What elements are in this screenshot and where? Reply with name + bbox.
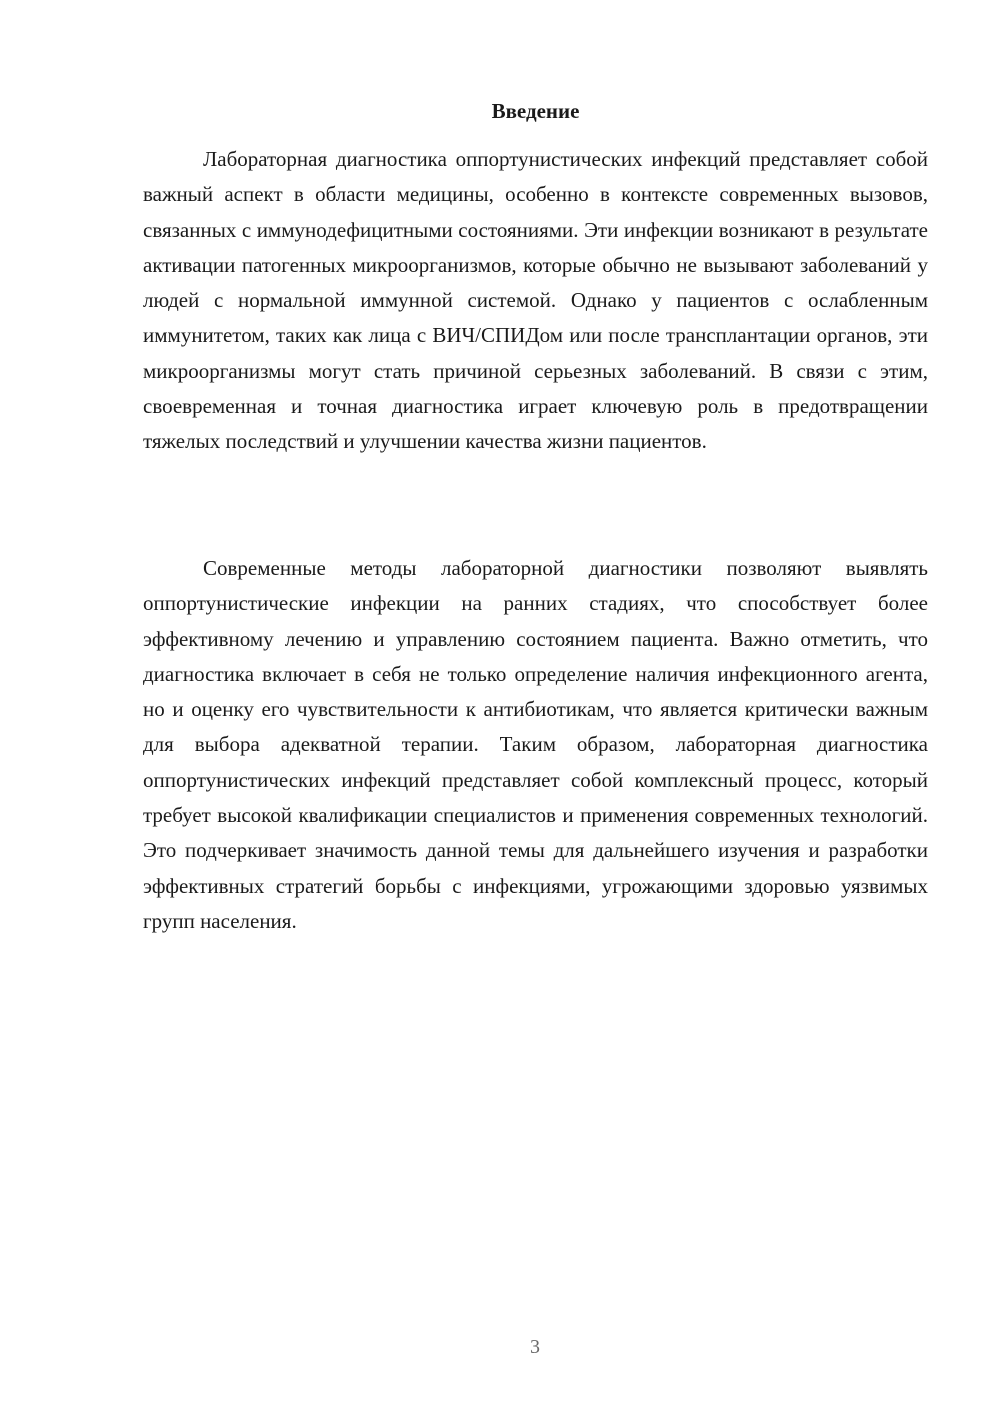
section-title: Введение (491, 99, 580, 123)
paragraph-1: Лабораторная диагностика оппортунистических инфекций представляет собой важный аспект в области медицины, особенно в контексте современных вызовов, связанных с иммунодефицитными состояниями. Эти инфекции возникают в результате активации патогенных микроорганизмов, которые обычно не вызывают заболеваний у людей с нормальной иммунной системой. Однако у пациентов с ослабленным иммунитетом, таких как лица с ВИЧ/СПИДом или после трансплантации органов, эти микроорганизмы могут стать причиной серьезных заболеваний. В связи с этим, своевременная и точная диагностика играет ключевую роль в предотвращении тяжелых последствий и улучшении качества жизни пациентов. (143, 147, 928, 454)
page-number: 3 (530, 1336, 540, 1358)
paragraph-2: Современные методы лабораторной диагностики позволяют выявлять оппортунистические инфекции на ранних стадиях, что способствует более эффективному лечению и управлению состоянием пациента. Важно отметить, что диагностика включает в себя не только определение наличия инфекционного агента, но и оценку его чувствительности к антибиотикам, что является критически важным для выбора адекватной терапии. Таким образом, лабораторная диагностика оппортунистических инфекций представляет собой комплексный процесс, который требует высокой квалификации специалистов и применения современных технологий. Это подчеркивает значимость данной темы для дальнейшего изучения и разработки эффективных стратегий борьбы с инфекциями, угрожающими здоровью уязвимых групп населения. (143, 556, 928, 933)
